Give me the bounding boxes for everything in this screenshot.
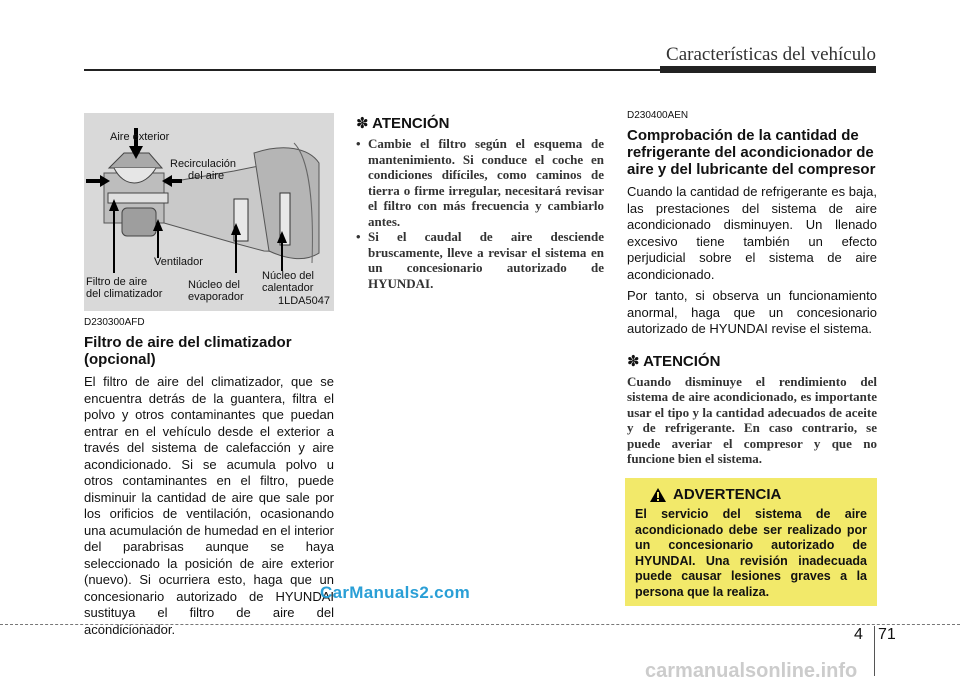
warning-header	[649, 486, 867, 503]
footer-rule	[0, 624, 960, 625]
label-heater-line1: Núcleo del	[262, 270, 314, 282]
attention-text: Cuando disminuye el rendimiento del sistema de aire acondicionado, es importante usar el tipo y la cantidad adecuados de aceite y de refrigerante. En caso contrario, se puede averiar el compresor y que no funcione bien el sistema.	[627, 373, 877, 466]
label-recirc-line1: Recirculación	[170, 158, 237, 170]
section-para-1: Cuando la cantidad de refrigerante es baja, las prestaciones del sistema de aire acondicionado disminuyen. Un llenado excesivo tiene también un efecto perjudicial sobre el sistema de aire acondicionado.	[627, 184, 877, 282]
section-code: D230300AFD	[84, 317, 145, 328]
header-rule	[84, 69, 660, 71]
hvac-diagram-figure	[84, 113, 334, 311]
label-fan: Ventilador	[154, 256, 203, 268]
section-heading: Comprobación de la cantidad de refrigerante del acondicionador de aire y del lubricante del compresor	[627, 127, 876, 178]
chapter-number: 4	[854, 626, 863, 643]
label-recirc-line2: del aire	[188, 170, 225, 182]
header-rule-thick	[660, 66, 876, 73]
warning-triangle-icon	[649, 487, 667, 503]
section-heading: Filtro de aire del climatizador (opcional)	[84, 334, 292, 368]
footer-url[interactable]: carmanualsonline.info	[645, 660, 858, 682]
warning-title: ADVERTENCIA	[673, 486, 782, 503]
attention-title: ✽ ATENCIÓN	[627, 352, 721, 370]
page-header-title: Características del vehículo	[666, 44, 876, 65]
attention-title: ✽ ATENCIÓN	[356, 115, 450, 132]
attention-list	[356, 136, 604, 291]
label-filter-line2: del climatizador	[86, 288, 163, 300]
warning-box	[625, 478, 877, 606]
column-filter	[84, 113, 334, 643]
warning-text: El servicio del sistema de aire acondicionado debe ser realizado por un concesionario autorizado de HYUNDAI. Una revisión inadecuada puede causar lesiones graves a la persona que la realiza.	[635, 507, 867, 599]
section-para-2: Por tanto, si observa un funcionamiento anormal, haga que un concesionario autorizado de HYUNDAI revise el sistema.	[627, 288, 877, 336]
label-evap-line2: evaporador	[188, 291, 244, 303]
attention-item: • Si el caudal de aire desciende bruscamente, lleve a revisar el sistema en un concesionario autorizado de HYUNDAI.	[356, 229, 604, 291]
section-code: D230400AEN	[627, 110, 689, 121]
column-attention	[356, 108, 604, 291]
attention-item: • Cambie el filtro según el esquema de mantenimiento. Si conduce el coche en condiciones difíciles, como caminos de tierra o firme irregular, necesitará revisar el filtro con más frecuencia y cambiarlo antes.	[356, 136, 604, 229]
page-number: 71	[878, 626, 896, 643]
column-refrigerant	[627, 108, 877, 467]
label-outside-air: Aire exterior	[110, 131, 170, 143]
label-heater-line2: calentador	[262, 282, 314, 294]
label-evap-line1: Núcleo del	[188, 279, 240, 291]
watermark-link[interactable]: CarManuals2.com	[320, 583, 470, 602]
figure-code: 1LDA5047	[278, 295, 330, 307]
page-divider	[874, 626, 875, 676]
label-filter-line1: Filtro de aire	[86, 276, 148, 288]
section-body: El filtro de aire del climatizador, que se encuentra detrás de la guantera, filtra el polvo y otros contaminantes que puedan entrar en el vehículo desde el exterior a través del sistema de calefacción y aire acondicionado. Si se acumula polvo u otros contaminantes en el filtro, puede disminuir la cantidad de aire que sale por los orificios de ventilación, ocasionando una acumulación de humedad en el interior del parabrisas aunque se haya seleccionado la posición de aire exterior (nuevo). Si ocurriera esto, haga que un concesionario autorizado de HYUNDAI sustituya el filtro de aire del acondicionador.	[84, 374, 334, 637]
